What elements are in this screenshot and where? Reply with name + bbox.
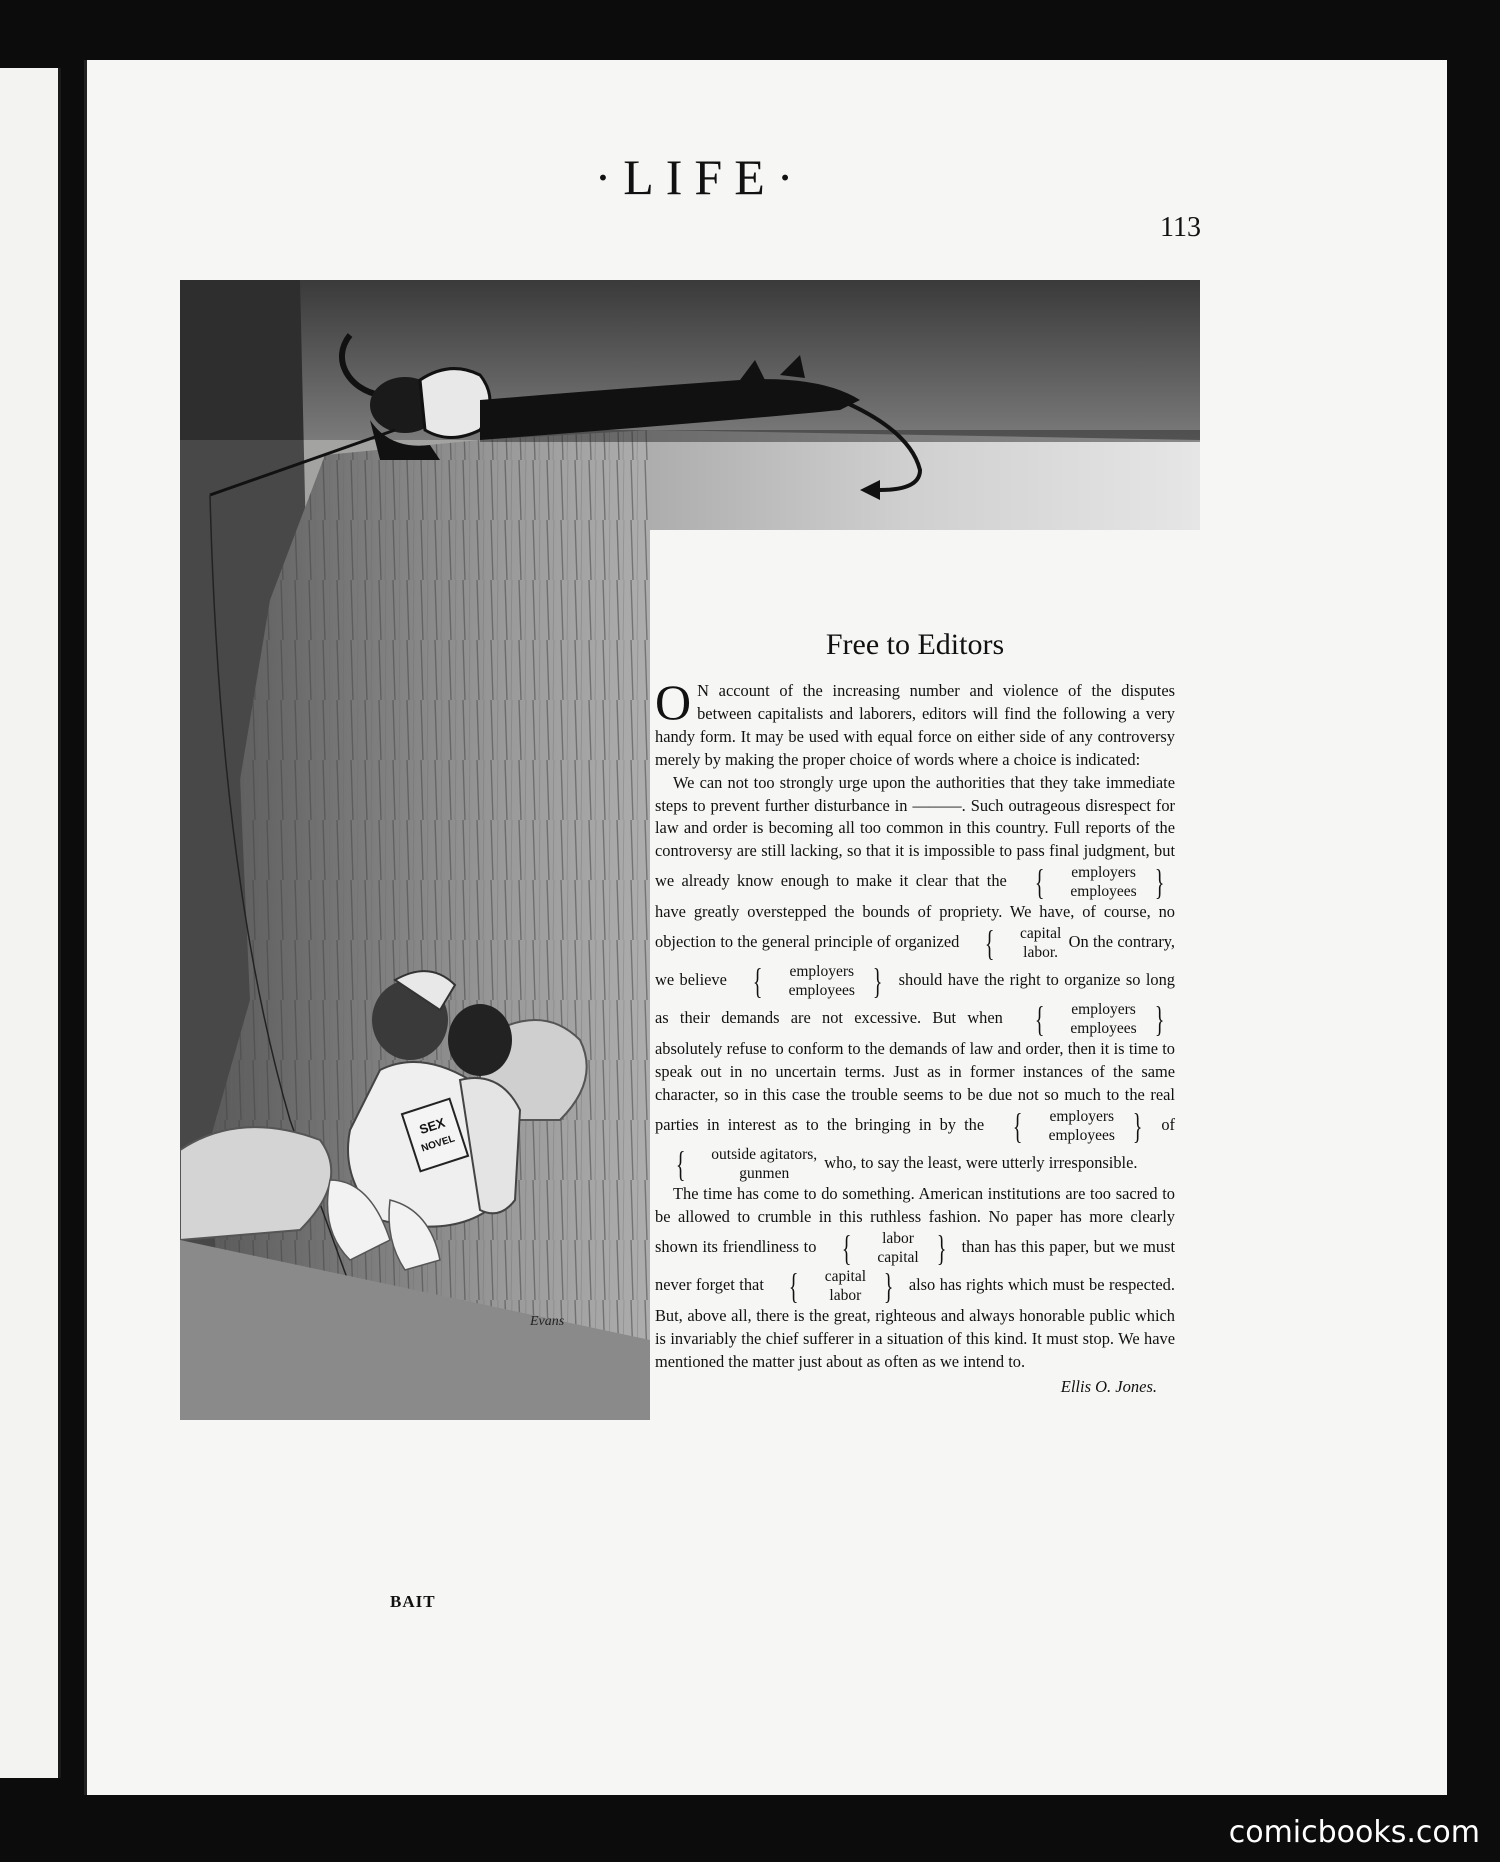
choice-option: employees: [1070, 1020, 1137, 1038]
drop-cap: O: [655, 674, 692, 730]
choice-capital-labor-2: { capital labor }: [789, 1265, 894, 1306]
choice-option: labor: [829, 1286, 862, 1304]
choice-option: gunmen: [739, 1164, 790, 1182]
p3-text-1: The time has come to do something. American institutions are too sacred to be allowed to crumble in this ruthless fashion. No paper has more clearly shown its friendliness to: [655, 1183, 1175, 1256]
illustration-caption: BAIT: [390, 1592, 436, 1611]
choice-capital-labor: { capital labor.: [984, 923, 1062, 964]
p2-text-5: absolutely refuse to conform to the demands of law and order, then it is time to speak out in no uncertain terms. Just as in former instances of the same character, so in this case the trouble seems to be due not so much to the real parties in interest as to the bringing in by the: [655, 1039, 1175, 1134]
choice-employers-employees-1: { employers employees }: [1034, 862, 1165, 903]
choice-option: employees: [1070, 883, 1137, 901]
choice-option: employers: [1071, 864, 1136, 882]
article-title: Free to Editors: [825, 628, 1005, 661]
p2-text-1: We can not too strongly urge upon the authorities that they take immediate steps to prevent further disturbance in ———. Such outrageous disrespect for law and order is becoming all too common in this country. Full reports of the controversy are still lacking, so that it is impossible to pass final judgment, but we already know enough to make it clear that the: [655, 772, 1175, 891]
choice-option: capital: [1019, 925, 1062, 943]
masthead: ·LIFE·: [594, 149, 806, 205]
choice-option: employees: [788, 982, 855, 1000]
book-title-line-2: NOVEL: [420, 1133, 457, 1155]
choice-employers-employees-2: { employers employees }: [753, 961, 883, 1002]
choice-option: labor: [882, 1229, 914, 1247]
choice-option: employers: [1071, 1001, 1136, 1019]
paragraph-2: [655, 772, 1175, 1183]
artist-signature: Evans: [530, 1314, 565, 1329]
choice-option: capital: [824, 1267, 867, 1285]
choice-option: capital: [877, 1248, 919, 1266]
p2-text-3: On the contrary, we believe: [655, 931, 1176, 989]
p2-text-6: of: [1161, 1114, 1175, 1134]
choice-option: employers: [789, 963, 855, 981]
p2-text-7: who, to say the least, were utterly irresponsible.: [824, 1152, 1138, 1172]
p3-text-2: than has this paper, but we must never forget that: [655, 1236, 1175, 1294]
paragraph-1: [655, 674, 1175, 772]
paragraph-1-text: N account of the increasing number and violence of the disputes between capitalists and laborers, editors will find the following a very handy form. It may be used with equal force on either side of any controversy merely by making the proper choice of words where a choice is indicated:: [655, 681, 1175, 769]
p2-text-2: have greatly overstepped the bounds of propriety. We have, of course, no objection to the general principle of organized: [655, 902, 1175, 951]
page-number: 113: [1160, 212, 1201, 243]
p3-text-3: also has rights which must be respected. But, above all, there is the great, righteous and always honorable public which is invariably the chief sufferer in a situation of this kind. It must stop. We have mentioned the matter just about as often as we intend to.: [655, 1274, 1175, 1371]
choice-option: outside agitators,: [711, 1145, 818, 1163]
article: [655, 628, 1175, 1397]
choice-agitators-gunmen: { outside agitators, gunmen: [675, 1143, 818, 1184]
author-signature: Ellis O. Jones.: [1060, 1377, 1157, 1397]
book-title-line-1: SEX: [417, 1114, 447, 1138]
previous-page-edge: [0, 68, 61, 1778]
choice-option: labor.: [1023, 944, 1059, 962]
paragraph-3: [655, 1183, 1175, 1374]
choice-option: employers: [1049, 1107, 1115, 1125]
choice-labor-capital: { labor capital }: [841, 1227, 947, 1268]
choice-option: employees: [1048, 1126, 1115, 1144]
watermark: comicbooks.com: [1228, 1815, 1480, 1850]
p2-text-4: should have the right to organize so long as their demands are not excessive. But when: [655, 969, 1175, 1027]
choice-employers-employees-3: { employers employees }: [1034, 999, 1165, 1040]
choice-employers-employees-4: { employers employees }: [1013, 1105, 1143, 1146]
